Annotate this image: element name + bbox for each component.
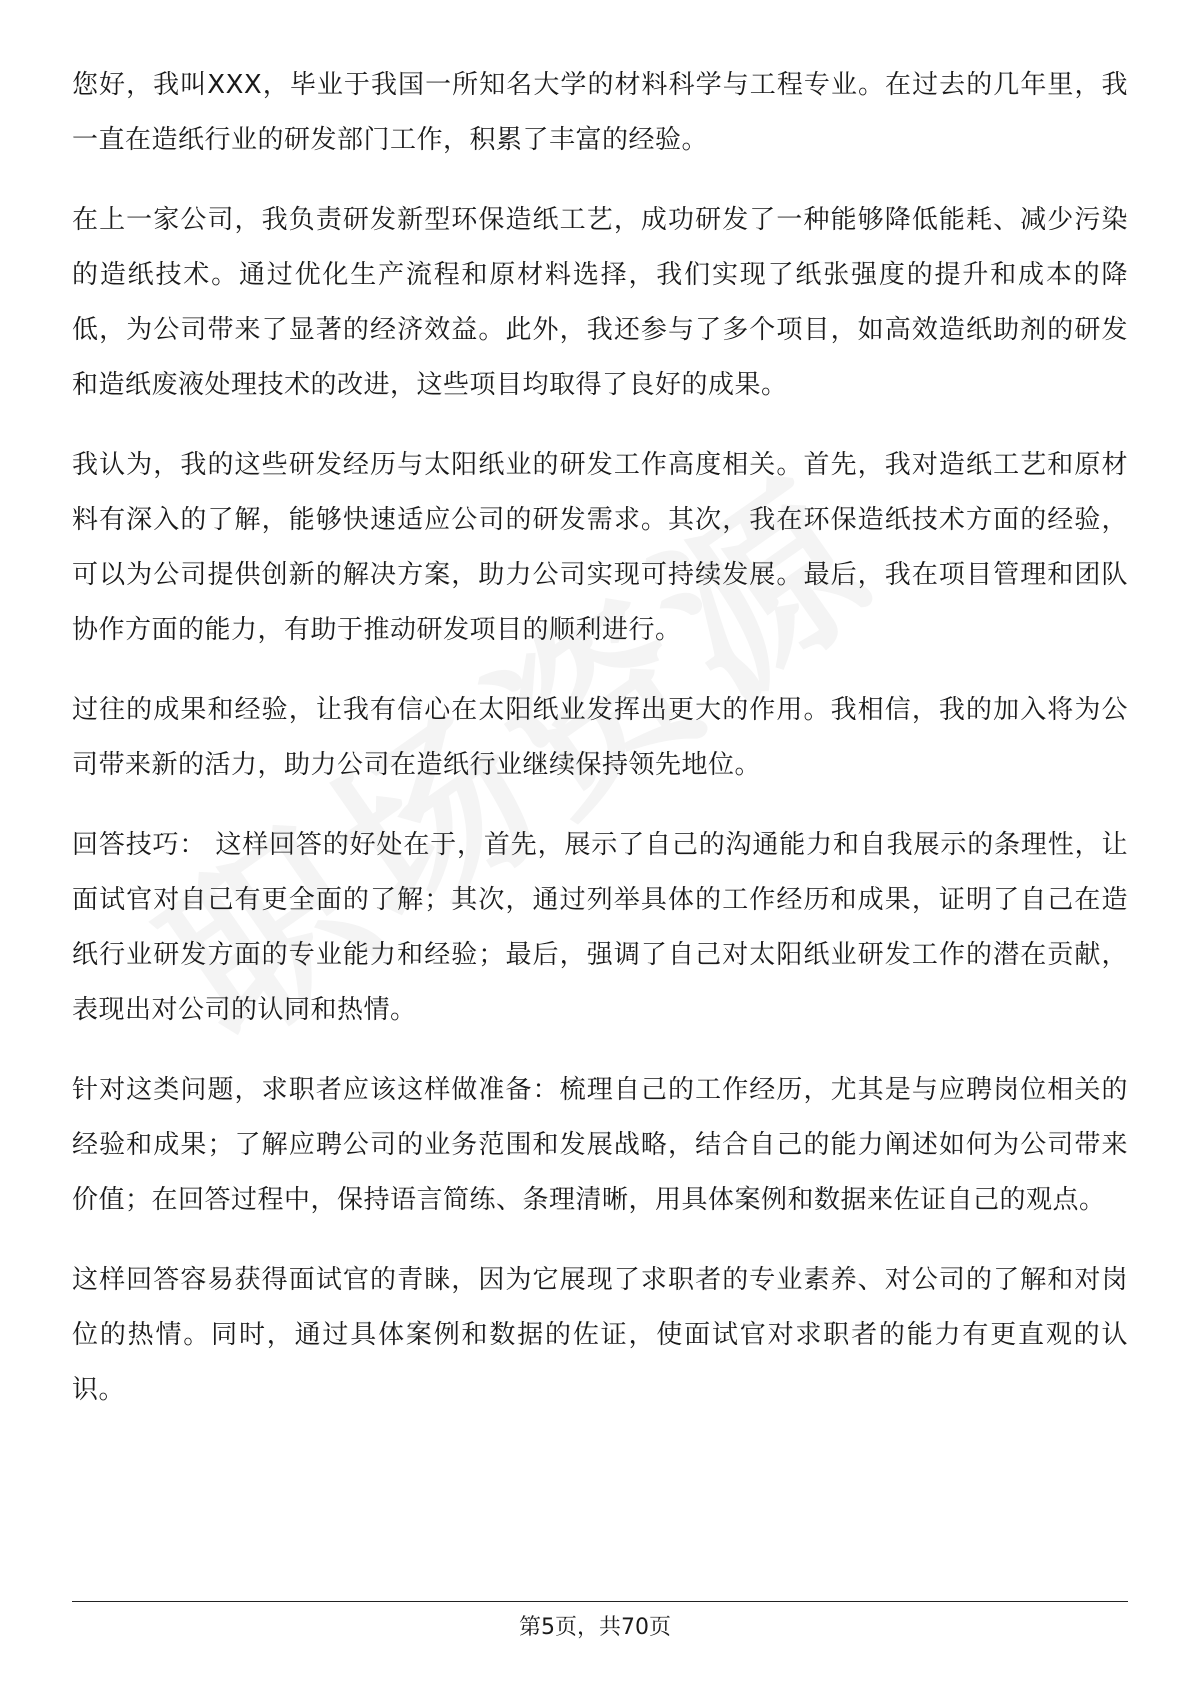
paragraph-previous-company: 在上一家公司，我负责研发新型环保造纸工艺，成功研发了一种能够降低能耗、减少污染的造纸技术。通过优化生产流程和原材料选择，我们实现了纸张强度的提升和成本的降低，为公司带来了显著的经济效益。此外，我还参与了多个项目，如高效造纸助剂的研发和造纸废液处理技术的改进，这些项目均取得了良好的成果。 (72, 205, 1128, 400)
paragraph-confidence: 过往的成果和经验，让我有信心在太阳纸业发挥出更大的作用。我相信，我的加入将为公司带来新的活力，助力公司在造纸行业继续保持领先地位。 (72, 695, 1128, 780)
paragraph-answer-tips: 回答技巧： 这样回答的好处在于，首先，展示了自己的沟通能力和自我展示的条理性，让面试官对自己有更全面的了解；其次，通过列举具体的工作经历和成果，证明了自己在造纸行业研发方面的专业能力和经验；最后，强调了自己对太阳纸业研发工作的潜在贡献，表现出对公司的认同和热情。 (72, 830, 1128, 1025)
page-number: 第5页，共70页 (519, 1615, 671, 1640)
paragraph-preparation: 针对这类问题，求职者应该这样做准备：梳理自己的工作经历，尤其是与应聘岗位相关的经验和成果；了解应聘公司的业务范围和发展战略，结合自己的能力阐述如何为公司带来价值；在回答过程中，保持语言简练、条理清晰，用具体案例和数据来佐证自己的观点。 (72, 1075, 1128, 1215)
paragraph-conclusion: 这样回答容易获得面试官的青睐，因为它展现了求职者的专业素养、对公司的了解和对岗位的热情。同时，通过具体案例和数据的佐证，使面试官对求职者的能力有更直观的认识。 (72, 1265, 1128, 1405)
document-body (72, 58, 1128, 1443)
paragraph-relevance: 我认为，我的这些研发经历与太阳纸业的研发工作高度相关。首先，我对造纸工艺和原材料有深入的了解，能够快速适应公司的研发需求。其次，我在环保造纸技术方面的经验，可以为公司提供创新的解决方案，助力公司实现可持续发展。最后，我在项目管理和团队协作方面的能力，有助于推动研发项目的顺利进行。 (72, 450, 1128, 645)
paragraph-intro: 您好，我叫XXX，毕业于我国一所知名大学的材料科学与工程专业。在过去的几年里，我一直在造纸行业的研发部门工作，积累了丰富的经验。 (72, 70, 1128, 155)
footer-divider (72, 1601, 1128, 1602)
